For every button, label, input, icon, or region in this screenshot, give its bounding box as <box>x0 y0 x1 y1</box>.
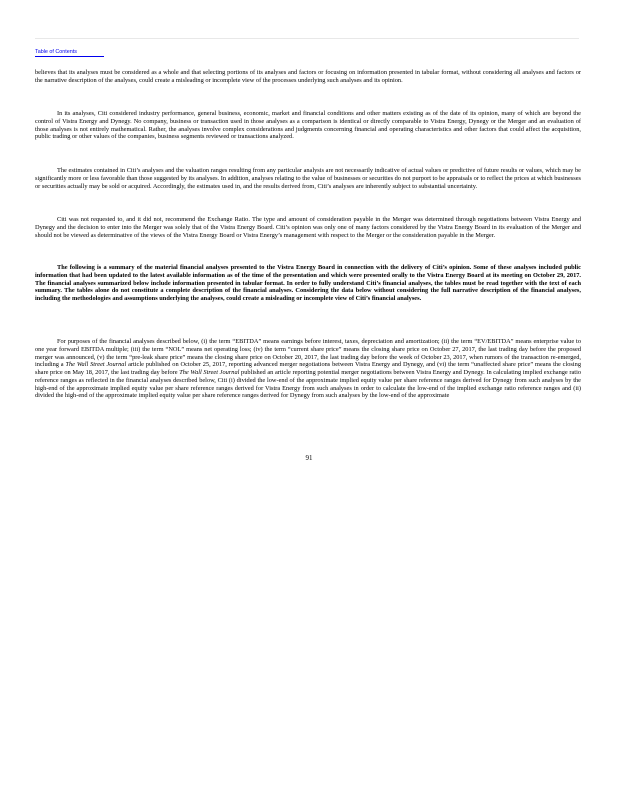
paragraph-estimates: The estimates contained in Citi’s analyses and the valuation ranges resulting from any particular analysis are not necessarily indicative of actual values or predictive of future results or values, which may be significantly more or less favorable than those suggested by its analyses. In addition, analyses relating to the value of businesses or securities do not purport to be appraisals or to reflect the prices at which businesses or securities actually may be sold or acquired. Accordingly, the estimates used in, and the results derived from, Citi’s analyses are inherently subject to substantial uncertainty. <box>35 167 581 190</box>
definitions-text-b: article published on October 25, 2017, reporting advanced merger negotiations between Vistra Energy and Dynegy, and (vi) the term “unaffected share price” means the closing share price on May 18, 2017, the last trading day before <box>35 361 582 376</box>
paragraph-industry-performance: In its analyses, Citi considered industry performance, general business, economic, market and financial conditions and other matters existing as of the date of its opinion, many of which are beyond the control of Vistra Energy and Dynegy. No company, business or transaction used in those analyses as a comparison is identical or directly comparable to Vistra Energy, Dynegy or the Merger and an evaluation of those analyses is not entirely mathematical. Rather, the analyses involve complex considerations and judgments concerning financial and operating characteristics and other factors that could affect the acquisition, public trading or other values of the companies, business segments reviewed or transactions analyzed. <box>35 110 581 141</box>
wsj-title-2: The Wall Street Journal <box>179 369 240 376</box>
definitions-text-a: For purposes of the financial analyses described below, (i) the term “EBITDA” means earnings before interest, taxes, depreciation and amortization; (ii) the term “EV/EBITDA” means enterprise value to one year forward EBITDA multiple; (iii) the term “NOL” means net operating loss; (iv) the term “current share price” means the closing share price on October 27, 2017, the last trading day before the proposed merger was announced, (v) the term “pre-leak share price” means the closing share price on October 20, 2017, the last trading day before the week of October 23, 2017, when rumors of the transaction re-emerged, including a <box>35 338 581 369</box>
definitions-text-c: published an article reporting potential merger negotiations between Vistra Energy and Dynegy. In calculating implied exchange ratio reference ranges as reflected in the financial analyses described below, Citi (i) divided the low-end of the approximate implied equity value per share reference ranges derived for Dynegy from such analyses by the high-end of the approximate implied equity value per share reference ranges derived for Vistra Energy from such analyses in order to calculate the low-end of the implied exchange ratio reference ranges and (ii) divided the high-end of the approximate implied equity value per share reference ranges derived for Dynegy from such analyses by the low-end of the approximate <box>35 369 582 400</box>
header-rule <box>35 38 579 39</box>
paragraph-definitions <box>35 338 581 400</box>
page-number: 91 <box>305 454 313 462</box>
paragraph-analyses-whole: believes that its analyses must be considered as a whole and that selecting portions of its analyses and factors or focusing on information presented in tabular format, without considering all analyses and factors or the narrative description of the analyses, could create a misleading or incomplete view of the processes underlying such analyses and its opinion. <box>35 69 581 84</box>
wsj-title-1: The Wall Street Journal <box>65 361 127 369</box>
paragraph-exchange-ratio: Citi was not requested to, and it did not, recommend the Exchange Ratio. The type and amount of consideration payable in the Merger was determined through negotiations between Vistra Energy and Dynegy and the decision to enter into the Merger was solely that of the Vistra Energy Board. Citi’s opinion was only one of many factors considered by the Vistra Energy Board in its evaluation of the Merger and should not be viewed as determinative of the views of the Vistra Energy Board or Vistra Energy’s management with respect to the Merger or the consideration payable in the Merger. <box>35 216 581 239</box>
table-of-contents-link[interactable]: Table of Contents <box>35 49 104 57</box>
paragraph-summary-bold: The following is a summary of the material financial analyses presented to the Vistra Energy Board in connection with the delivery of Citi’s opinion. Some of these analyses included public information that had been updated to the latest available information as of the time of the presentation and which were presented orally to the Vistra Energy Board at its meeting on October 29, 2017. The financial analyses summarized below include information presented in tabular format. In order to fully understand Citi’s financial analyses, the tables must be read together with the text of each summary. The tables alone do not constitute a complete description of the financial analyses. Considering the data below without considering the full narrative description of the financial analyses, including the methodologies and assumptions underlying the analyses, could create a misleading or incomplete view of Citi’s financial analyses. <box>35 264 581 302</box>
